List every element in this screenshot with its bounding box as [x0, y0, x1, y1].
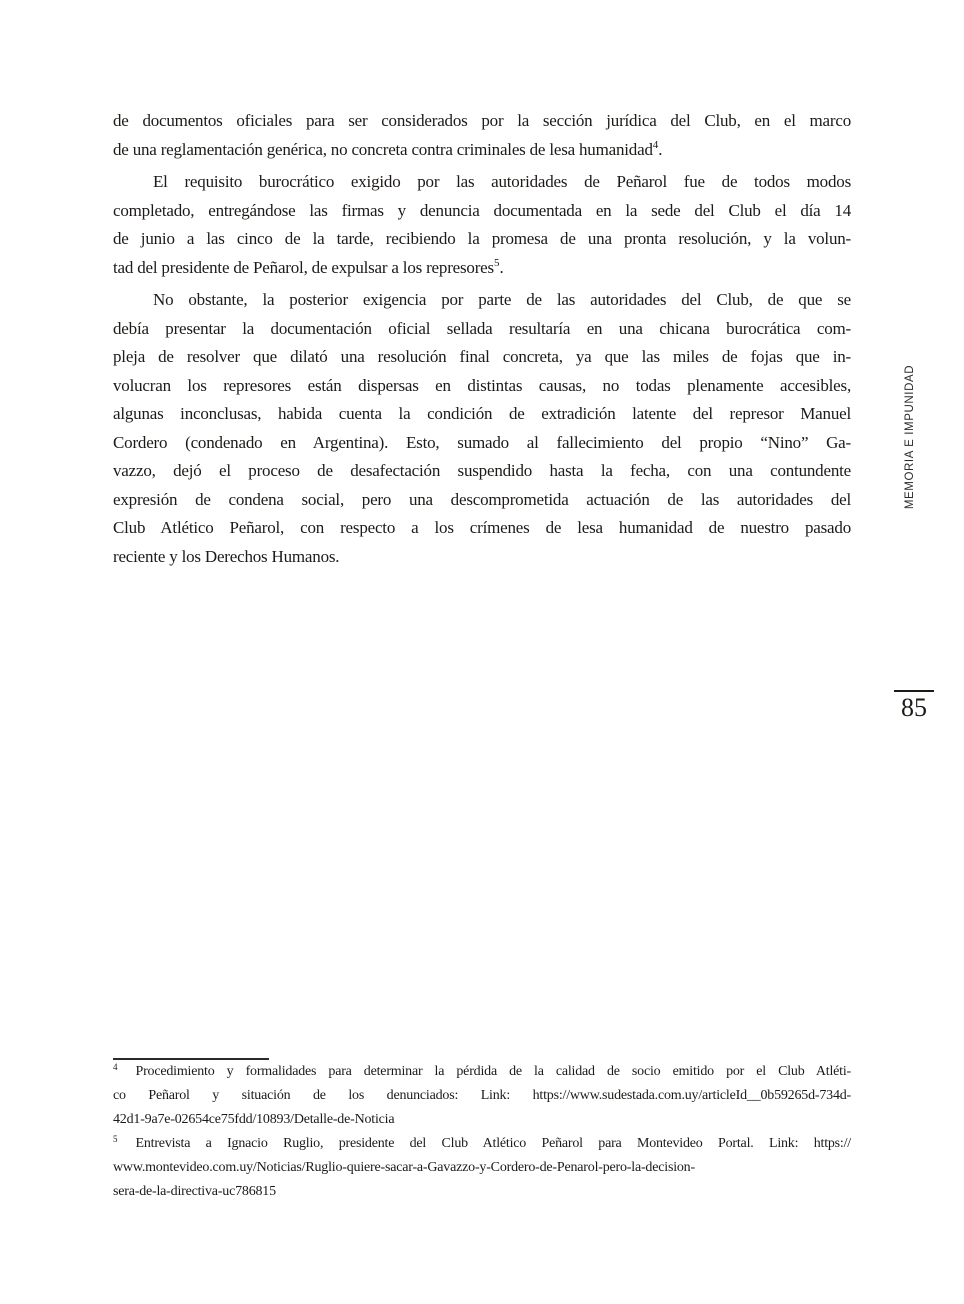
- footnotes-section: [113, 1060, 851, 1204]
- footnote-line: co Peñarol y situación de los denunciados: Link: https://www.sudestada.com.uy/articleId__0b59265d-734d-: [113, 1088, 851, 1103]
- body-line-text: .: [499, 257, 504, 277]
- page-number-block: [894, 690, 934, 721]
- footnote-line: [113, 1060, 851, 1084]
- body-line: completado, entregándose las firmas y denuncia documentada en la sede del Club el día 14: [113, 200, 851, 220]
- body-line: pleja de resolver que dilató una resolución final concreta, ya que las miles de fojas que in-: [113, 347, 851, 366]
- body-line: de documentos oficiales para ser considerados por la sección jurídica del Club, en el marco: [113, 111, 851, 130]
- body-line: expresión de condena social, pero una descomprometida actuación de las autoridades del: [113, 489, 851, 509]
- body-line: reciente y los Derechos Humanos.: [113, 546, 340, 566]
- footnote-line: www.montevideo.com.uy/Noticias/Ruglio-quiere-sacar-a-Gavazzo-y-Cordero-de-Penarol-pero-la-decision-: [113, 1160, 695, 1175]
- body-line: debía presentar la documentación oficial sellada resultaría en una chicana burocrática com-: [113, 318, 851, 338]
- footnote: [113, 1060, 851, 1132]
- body-line: algunas inconclusas, habida cuenta la condición de extradición latente del represor Manuel: [113, 404, 851, 423]
- footnote-line: 42d1-9a7e-02654ce75fdd/10893/Detalle-de-Noticia: [113, 1112, 395, 1127]
- body-line: vazzo, dejó el proceso de desafectación suspendido hasta la fecha, con una contundente: [113, 461, 851, 480]
- body-text: [113, 107, 851, 575]
- body-line: No obstante, la posterior exigencia por parte de las autoridades del Club, de que se: [153, 290, 851, 309]
- body-line-text: tad del presidente de Peñarol, de expulsar a los represores: [113, 257, 494, 277]
- footnote-line: sera-de-la-directiva-uc786815: [113, 1184, 276, 1199]
- body-line: El requisito burocrático exigido por las autoridades de Peñarol fue de todos modos: [153, 172, 851, 191]
- body-line-text: de una reglamentación genérica, no concreta contra criminales de lesa humanidad: [113, 139, 653, 159]
- margin-section-label: MEMORIA E IMPUNIDAD: [904, 364, 916, 510]
- body-line-text: .: [658, 139, 663, 159]
- body-line: volucran los represores están dispersas en distintas causas, no todas plenamente accesibles,: [113, 375, 851, 395]
- body-line: [113, 254, 851, 283]
- footnote-marker: 5: [113, 1133, 118, 1144]
- footnote: [113, 1132, 851, 1204]
- footnote-line: [113, 1132, 851, 1156]
- footnote-text: Procedimiento y formalidades para determinar la pérdida de la calidad de socio emitido por el Club Atléti-: [135, 1064, 851, 1079]
- paragraph: [113, 286, 851, 571]
- footnote-marker: 4: [113, 1061, 118, 1072]
- paragraph: [113, 168, 851, 282]
- body-line: Cordero (condenado en Argentina). Esto, sumado al fallecimiento del propio “Nino” Ga-: [113, 432, 851, 452]
- page-number: 85: [901, 693, 927, 722]
- body-line: [113, 136, 851, 165]
- footnote-ref-5: 5: [493, 257, 500, 270]
- body-line: Club Atlético Peñarol, con respecto a los crímenes de lesa humanidad de nuestro pasado: [113, 518, 851, 537]
- paragraph: [113, 107, 851, 164]
- footnote-ref-4: 4: [652, 139, 659, 152]
- body-line: de junio a las cinco de la tarde, recibiendo la promesa de una pronta resolución, y la volun-: [113, 229, 851, 248]
- footnote-text: Entrevista a Ignacio Ruglio, presidente del Club Atlético Peñarol para Montevideo Portal. Link: https://: [135, 1136, 851, 1151]
